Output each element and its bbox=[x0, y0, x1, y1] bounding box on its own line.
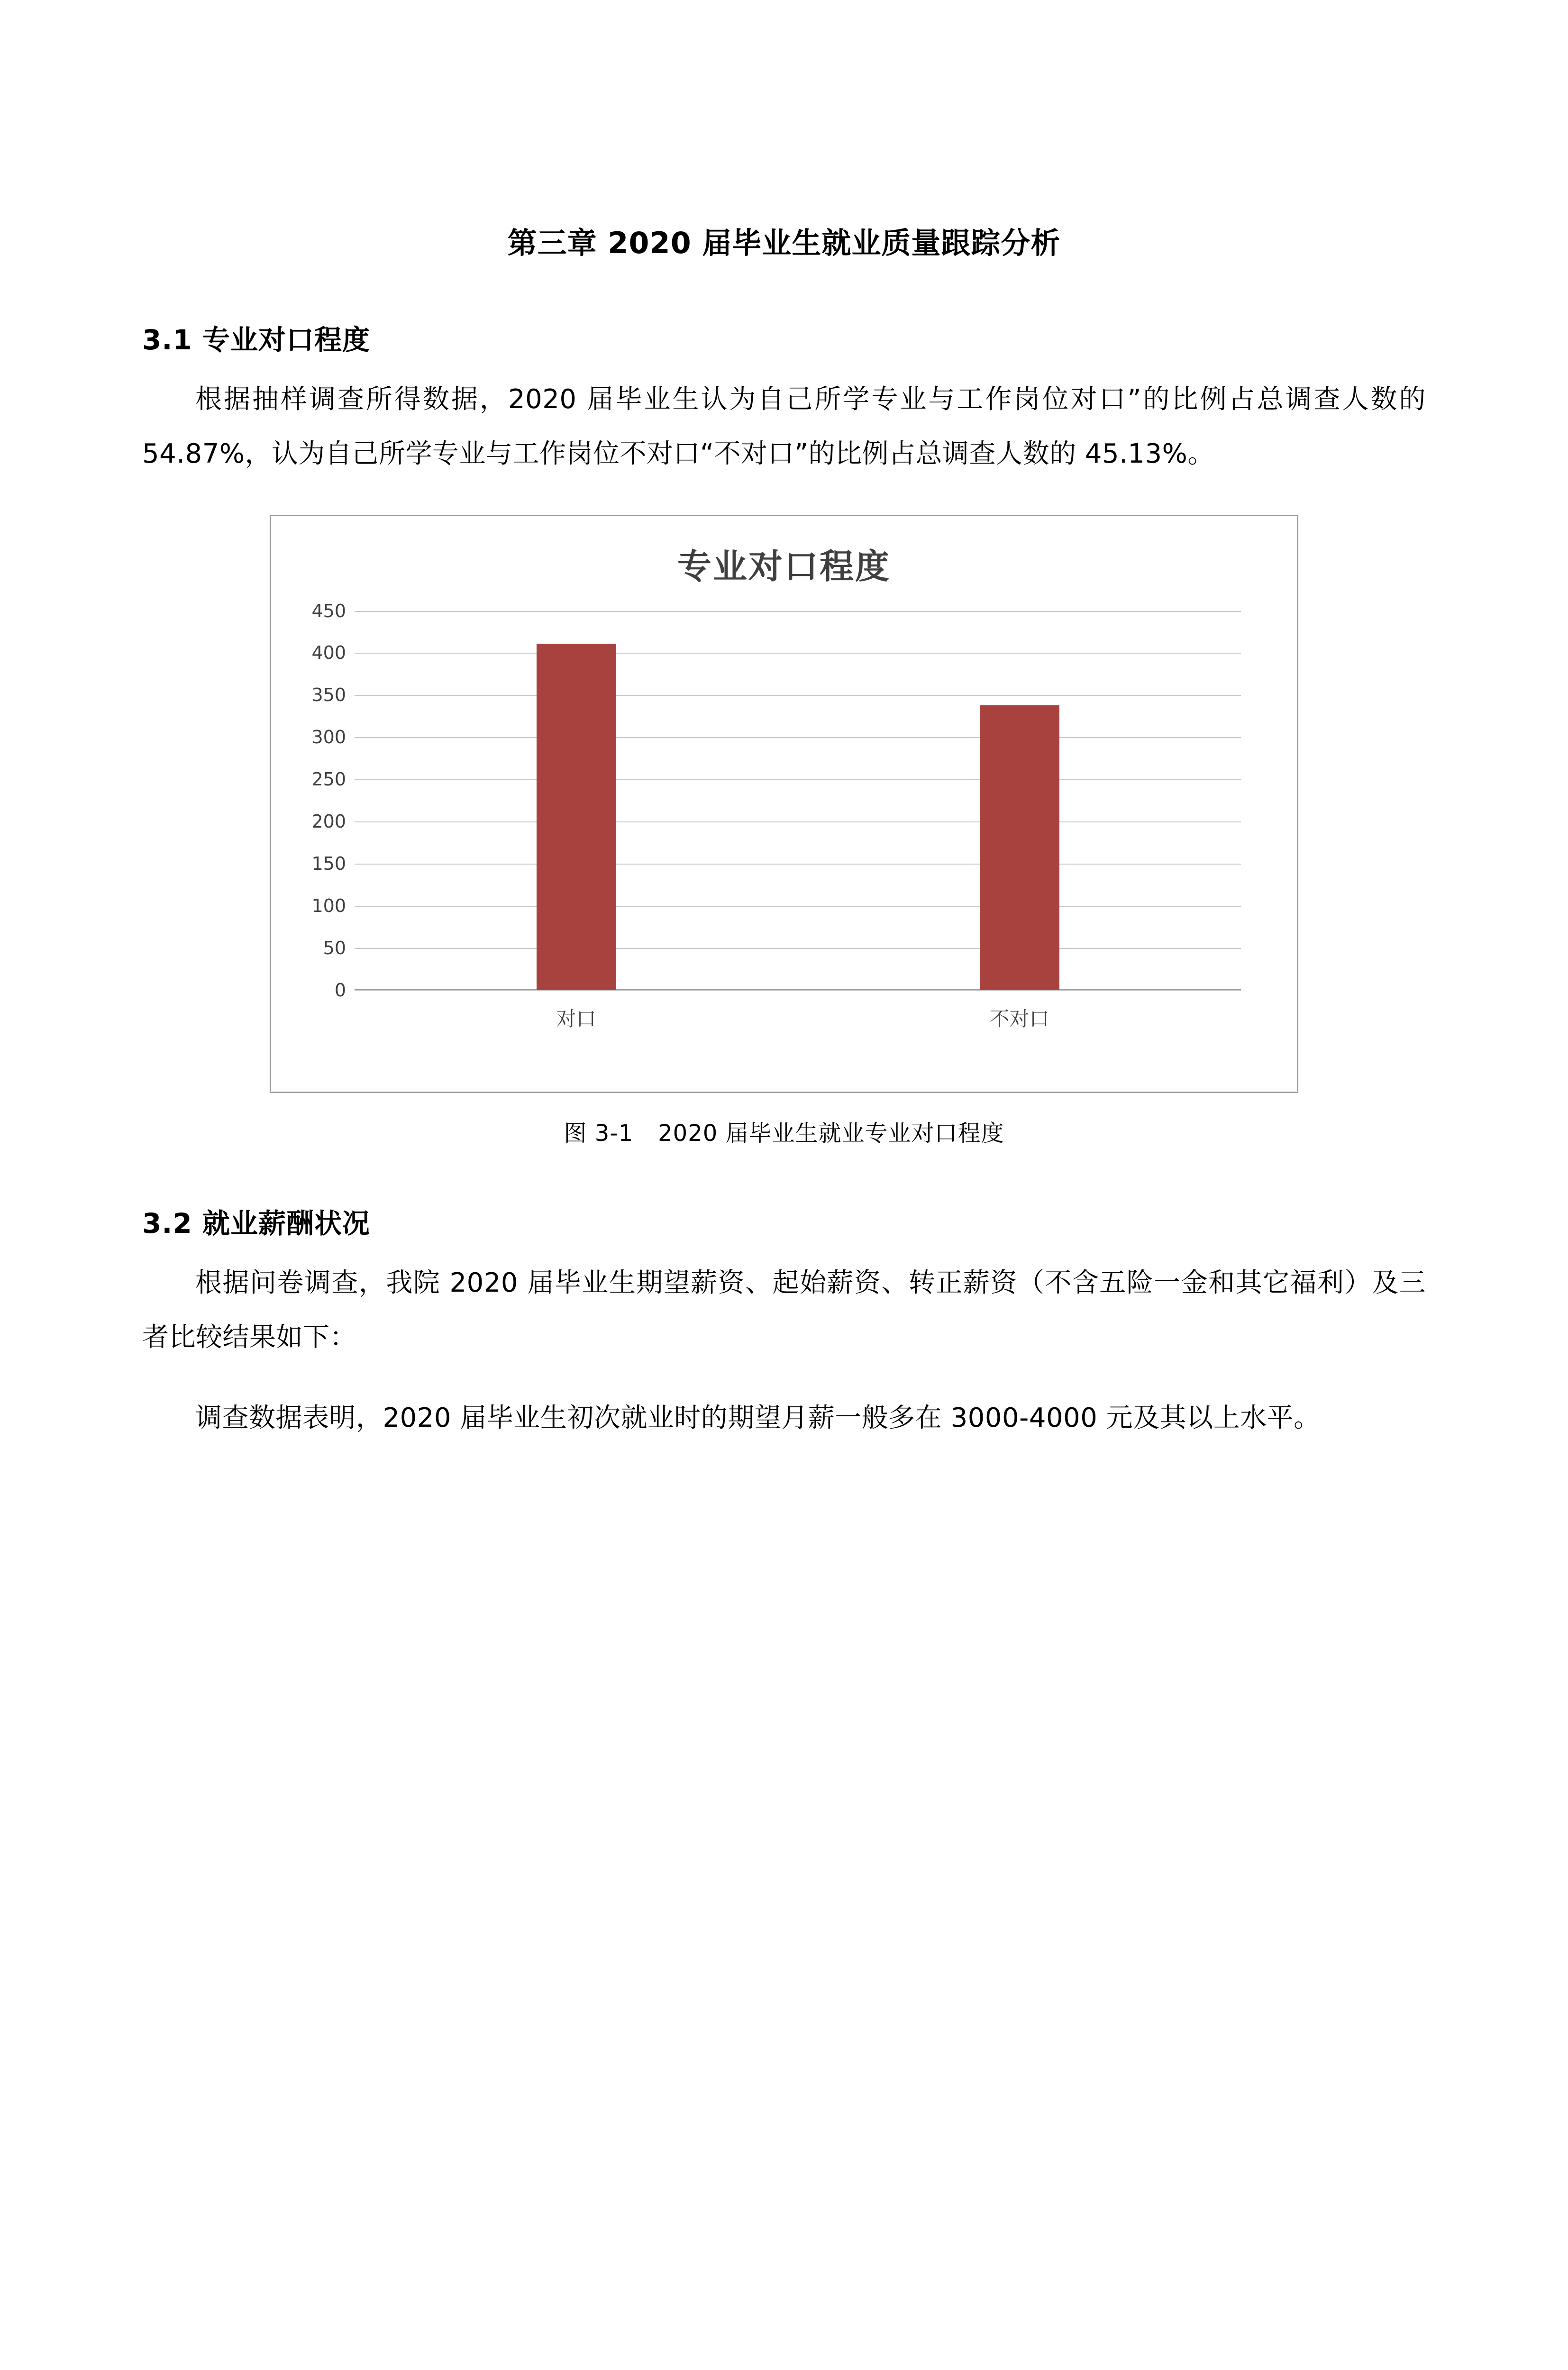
grid-line bbox=[355, 948, 1241, 949]
grid-line bbox=[355, 695, 1241, 696]
y-axis-tick-label: 400 bbox=[311, 642, 346, 664]
paragraph-3-2-2: 调查数据表明，2020 届毕业生初次就业时的期望月薪一般多在 3000-4000 元及其以上水平。 bbox=[195, 1403, 1321, 1434]
paragraph-3-2-1: 根据问卷调查，我院 2020 届毕业生期望薪资、起始薪资、转正薪资（不含五险一金和其它福利）及三者比较结果如下： bbox=[142, 1267, 1426, 1353]
document-page bbox=[0, 223, 1568, 2370]
figure-caption bbox=[564, 1115, 1004, 1148]
paragraph-3-1-1: 根据抽样调查所得数据，2020 届毕业生认为自己所学专业与工作岗位对口”的比例占总调查人数的 54.87%，认为自己所学专业与工作岗位不对口“不对口”的比例占总调查人数的 45.13%。 bbox=[142, 383, 1426, 469]
section-heading-3-1: 3.1 专业对口程度 bbox=[142, 323, 370, 356]
grid-line bbox=[355, 990, 1241, 991]
figure-caption-number: 图 3-1 bbox=[564, 1120, 634, 1147]
y-axis-tick-label: 300 bbox=[311, 727, 346, 748]
y-axis-tick-label: 150 bbox=[311, 853, 346, 874]
y-axis-tick-label: 450 bbox=[311, 600, 346, 621]
chart-plot-area bbox=[311, 600, 1241, 1030]
x-axis-tick-label: 不对口 bbox=[989, 1007, 1049, 1030]
y-axis-tick-label: 200 bbox=[311, 811, 346, 832]
y-axis-tick-label: 50 bbox=[323, 937, 346, 958]
y-axis-tick-label: 100 bbox=[311, 895, 346, 916]
bar bbox=[537, 644, 616, 990]
y-axis-tick-label: 350 bbox=[311, 684, 346, 706]
chart-title: 专业对口程度 bbox=[677, 546, 891, 586]
bar-chart bbox=[270, 515, 1298, 1093]
grid-line bbox=[355, 906, 1241, 907]
grid-line bbox=[355, 611, 1241, 612]
figure-caption-text: 2020 届毕业生就业专业对口程度 bbox=[658, 1120, 1004, 1147]
y-axis-tick-label: 0 bbox=[334, 979, 346, 1001]
grid-line bbox=[355, 737, 1241, 738]
bar bbox=[980, 705, 1059, 990]
section-heading-3-2: 3.2 就业薪酬状况 bbox=[142, 1207, 370, 1240]
grid-line bbox=[355, 864, 1241, 865]
y-axis-tick-label: 250 bbox=[311, 769, 346, 790]
x-axis-tick-label: 对口 bbox=[556, 1007, 596, 1030]
grid-line bbox=[355, 653, 1241, 654]
grid-line bbox=[355, 821, 1241, 822]
figure-3-1 bbox=[142, 515, 1426, 1148]
page-title: 第三章 2020 届毕业生就业质量跟踪分析 bbox=[507, 226, 1061, 260]
grid-line bbox=[355, 779, 1241, 780]
